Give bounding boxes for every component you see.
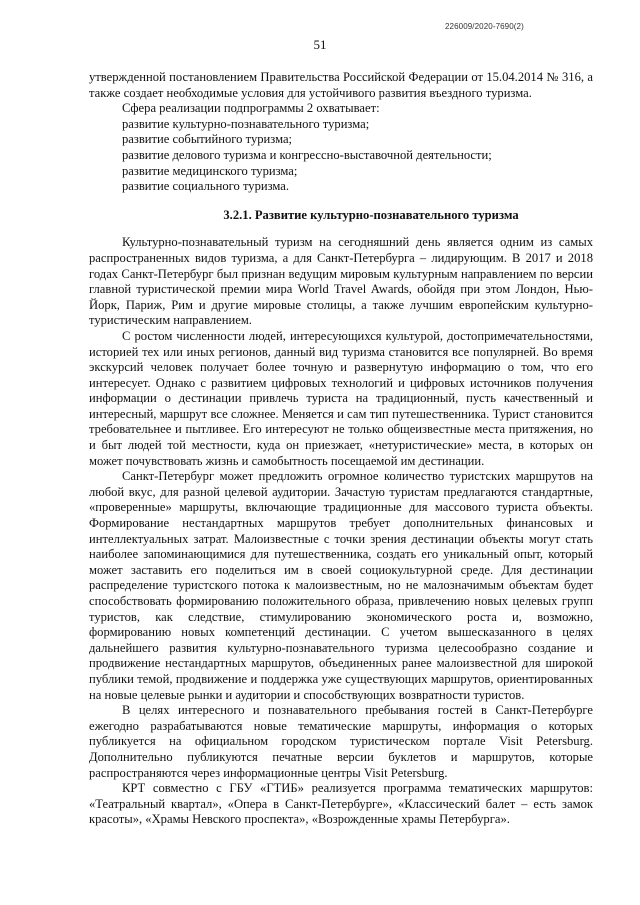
list-item: развитие культурно-познавательного туризма; bbox=[122, 116, 370, 131]
section-heading: 3.2.1. Развитие культурно-познавательного туризма bbox=[223, 207, 519, 222]
list-item: развитие медицинского туризма; bbox=[122, 163, 298, 178]
list-item: развитие событийного туризма; bbox=[122, 132, 293, 147]
body-paragraph: С ростом численности людей, интересующихся культурой, достопримечательностями, историей тех или иных регионов, данный вид туризма становится все популярней. Во время экскурсий человек получает более точную и развернутую информацию о том, что его интересует. Однако с развитием цифровых технологий и цифровых источников получения информации о дестинации привлечь туриста на традиционный, пусть качественный и интересный, маршрут все сложнее. Меняется и сам тип путешественника. Турист становится требовательнее и пытливее. Его интересуют не только общеизвестные места притяжения, но и быт людей той местности, куда он приезжает, «нетуристические» места, в которых он может почувствовать жизнь и самобытность посещаемой им дестинации. bbox=[89, 328, 593, 468]
scope-title: Сфера реализации подпрограммы 2 охватывает: bbox=[122, 101, 380, 116]
body-paragraph: КРТ совместно с ГБУ «ГТИБ» реализуется программа тематических маршрутов: «Театральный квартал», «Опера в Санкт-Петербурге», «Классический балет – есть замок красоты», «Храмы Невского проспекта», «Возрожденные храмы Петербурга». bbox=[89, 781, 593, 827]
list-item: развитие делового туризма и конгрессно-выставочной деятельности; bbox=[122, 147, 492, 162]
intro-paragraph: утвержденной постановлением Правительства Российской Федерации от 15.04.2014 № 316, а также создает необходимые условия для устойчивого развития въездного туризма. bbox=[89, 70, 593, 100]
document-number: 226009/2020-7690(2) bbox=[445, 22, 524, 31]
body-paragraph: В целях интересного и познавательного пребывания гостей в Санкт-Петербурге ежегодно разрабатываются новые тематические маршруты, информация о которых публикуется на официальном городском туристическом портале Visit Petersburg. Дополнительно публикуются печатные версии буклетов и маршрутов, которые распространяются через информационные центры Visit Petersburg. bbox=[89, 703, 593, 780]
list-item: развитие социального туризма. bbox=[122, 179, 290, 194]
page-body bbox=[89, 70, 593, 828]
body-paragraph: Культурно-познавательный туризм на сегодняшний день является одним из самых распространенных видов туризма, а для Санкт-Петербурга – лидирующим. В 2017 и 2018 годах Санкт-Петербург был признан ведущим мировым культурным направлением по версии главной туристической премии мира World Travel Awards, обойдя при этом Лондон, Нью-Йорк, Париж, Рим и другие мировые столицы, а также лучшим европейским культурно-туристическим направлением. bbox=[89, 235, 593, 328]
page-number: 51 bbox=[313, 37, 327, 52]
body-paragraph: Санкт-Петербург может предложить огромное количество туристских маршрутов на любой вкус, для разной целевой аудитории. Зачастую туристам предлагаются стандартные, «проверенные» маршруты, включающие традиционные для массового туриста объекты. Формирование нестандартных маршрутов требует дополнительных финансовых и интеллектуальных затрат. Малоизвестные с точки зрения дестинации объекты могут стать наиболее запоминающимися для путешественника, создать его уникальный опыт, который может заставить его поделиться им в своей социокультурной среде. Для дестинации распределение туристского потока к малоизвестным, но не малозначимым объектам будет способствовать формированию положительного образа, привлечению новых целевых групп туристов, как следствие, стимулированию экономического роста и, возможно, формированию новых компетенций дестинации. С учетом вышесказанного в целях дальнейшего развития культурно-познавательного туризма целесообразно создание и продвижение нестандартных маршрутов, объединенных ранее малоизвестной для широкой публики темой, продвижение и поддержка уже существующих маршрутов, ориентированных на новые целевые рынки и аудитории и способствующих возвратности туристов. bbox=[89, 469, 593, 702]
